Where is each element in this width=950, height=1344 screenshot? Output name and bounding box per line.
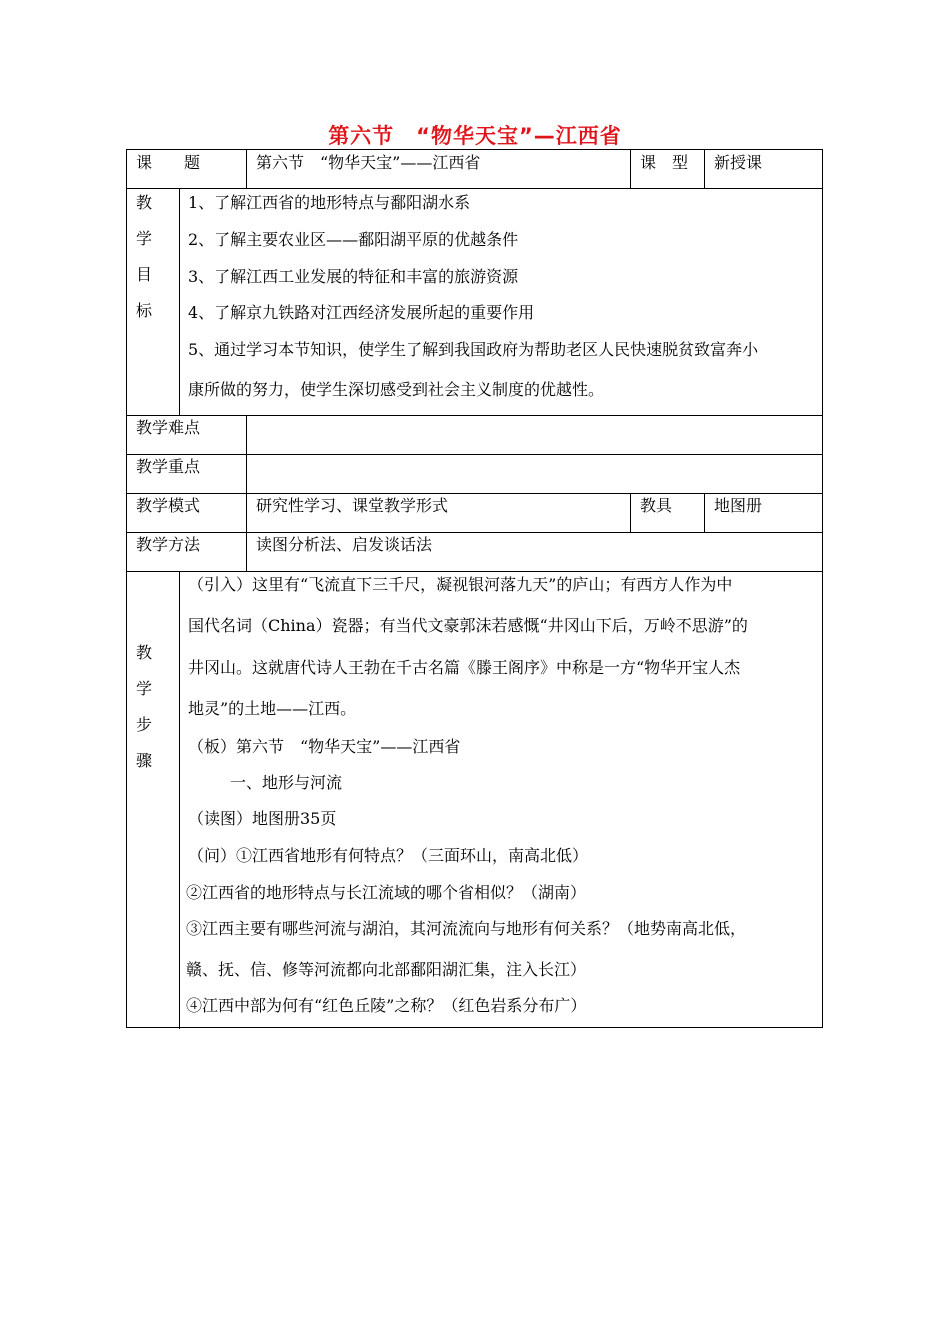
- step-line: ③江西主要有哪些河流与湖泊，其河流流向与地形有何关系？（地势南高北低，: [186, 919, 747, 938]
- step-line: ④江西中部为何有“红色丘陵”之称？（红色岩系分布广）: [186, 996, 587, 1015]
- steps-label-char: 教: [135, 643, 152, 662]
- method-label: 教学方法: [136, 535, 201, 554]
- section-heading: 一、地形与河流: [230, 773, 343, 792]
- row-divider: [127, 188, 822, 189]
- step-line: （问）①江西省地形有何特点？（三面环山，南高北低）: [188, 846, 589, 865]
- steps-label-char: 学: [135, 679, 152, 698]
- col-divider: [179, 188, 180, 415]
- key-points-label: 教学重点: [136, 457, 201, 476]
- type-value: 新授课: [714, 153, 763, 172]
- topic-label: 课 题: [136, 153, 201, 172]
- objective-item: 康所做的努力，使学生深切感受到社会主义制度的优越性。: [188, 380, 605, 399]
- col-divider: [630, 150, 631, 188]
- objective-item: 3、了解江西工业发展的特征和丰富的旅游资源: [188, 267, 519, 286]
- type-label: 课 型: [640, 153, 689, 172]
- difficulty-label: 教学难点: [136, 418, 201, 437]
- tool-value: 地图册: [714, 496, 763, 515]
- method-value: 读图分析法、启发谈话法: [256, 535, 433, 554]
- objectives-label: [134, 190, 154, 334]
- objective-item: 1、了解江西省的地形特点与鄱阳湖水系: [188, 193, 471, 212]
- page-title: 第六节 “物华天宝”—江西省: [328, 124, 622, 148]
- objectives-label-char: 学: [135, 229, 152, 248]
- steps-label-char: 步: [135, 715, 152, 734]
- objective-item: 2、了解主要农业区——鄱阳湖平原的优越条件: [188, 230, 519, 249]
- step-line: 地灵”的土地——江西。: [188, 699, 357, 718]
- col-divider: [179, 571, 180, 1029]
- step-line: （引入）这里有“飞流直下三千尺，凝视银河落九天”的庐山；有西方人作为中: [188, 575, 733, 594]
- col-divider: [246, 415, 247, 571]
- step-line: （板）第六节 “物华天宝”——江西省: [188, 737, 461, 756]
- objective-item: 4、了解京九铁路对江西经济发展所起的重要作用: [188, 303, 535, 322]
- step-line: ②江西省的地形特点与长江流域的哪个省相似？（湖南）: [186, 883, 587, 902]
- objectives-label-char: 教: [135, 193, 152, 212]
- row-divider: [127, 454, 822, 455]
- row-divider: [127, 493, 822, 494]
- step-line: 赣、抚、信、修等河流都向北部鄱阳湖汇集，注入长江）: [186, 960, 587, 979]
- col-divider: [246, 150, 247, 188]
- step-line: 国代名词（China）瓷器；有当代文豪郭沫若感慨“井冈山下后，万岭不思游”的: [188, 616, 748, 635]
- objective-item: 5、通过学习本节知识，使学生了解到我国政府为帮助老区人民快速脱贫致富奔小: [188, 340, 759, 359]
- topic-value: 第六节 “物华天宝”——江西省: [256, 153, 481, 172]
- col-divider: [704, 150, 705, 188]
- steps-label-char: 骤: [135, 751, 152, 770]
- step-line: 井冈山。这就唐代诗人王勃在千古名篇《滕王阁序》中称是一方“物华开宝人杰: [188, 658, 741, 677]
- step-line: （读图）地图册35页: [188, 809, 337, 828]
- mode-label: 教学模式: [136, 496, 201, 515]
- row-divider: [127, 415, 822, 416]
- objectives-label-char: 目: [135, 265, 152, 284]
- row-divider: [127, 532, 822, 533]
- steps-label: [134, 640, 154, 784]
- objectives-label-char: 标: [135, 301, 152, 320]
- mode-value: 研究性学习、课堂教学形式: [256, 496, 449, 515]
- col-divider: [630, 493, 631, 532]
- col-divider: [704, 493, 705, 532]
- tool-label: 教具: [640, 496, 673, 515]
